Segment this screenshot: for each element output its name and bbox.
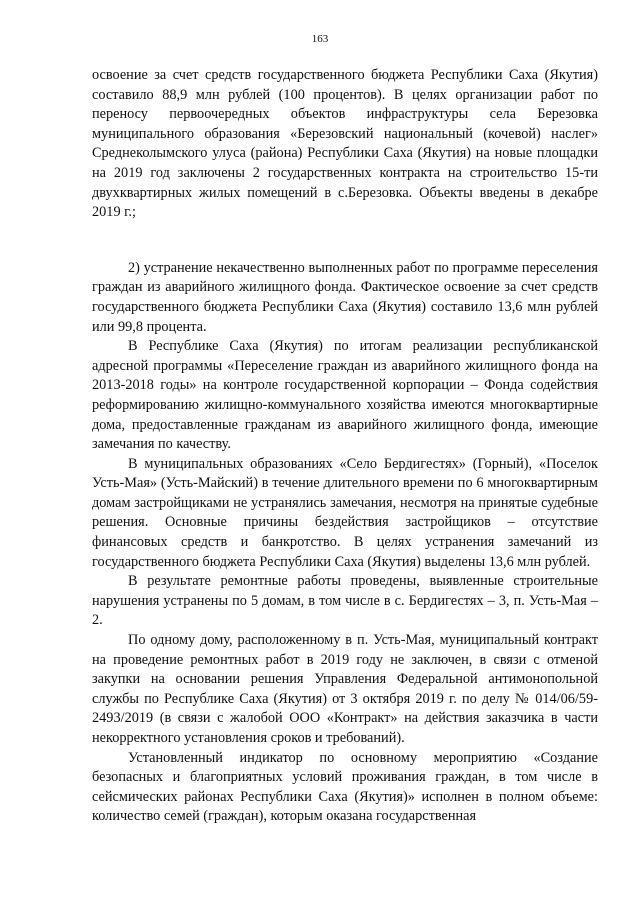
page-number: 163 (311, 33, 329, 45)
paragraph-4: В муниципальных образованиях «Село Бердигестях» (Горный), «Поселок Усть-Мая» (Усть-Майский) в течение длительного времени по 6 многоквартирным домам застройщиками не устранялись замечания, несмотря на принятые судебные решения. Основные причины бездействия застройщиков – отсутствие финансовых средств и банкротство. В целях устранения замечаний из государственного бюджета Республики Саха (Якутия) выделены 13,6 млн рублей. (92, 455, 598, 570)
document-body (92, 66, 598, 827)
paragraph-6: По одному дому, расположенному в п. Усть-Мая, муниципальный контракт на проведение ремонтных работ в 2019 году не заключен, в связи с отменой закупки на основании решения Управления Федеральной антимонопольной службы по Республике Саха (Якутия) от 3 октября 2019 г. по делу № 014/06/59-2493/2019 (в связи с жалобой ООО «Контракт» на действия заказчика в части некорректного установления сроков и требований). (92, 632, 598, 746)
paragraph-3: В Республике Саха (Якутия) по итогам реализации республиканской адресной программы «Переселение граждан из аварийного жилищного фонда на 2013-2018 годы» на контроле государственной корпорации – Фонда содействия реформированию жилищно-коммунального хозяйства имеются многоквартирные дома, предоставленные гражданам из аварийного жилищного фонда, имеющие замечания по качеству. (92, 338, 598, 453)
paragraph-7: Установленный индикатор по основному мероприятию «Создание безопасных и благоприятных условий проживания граждан, в том числе в сейсмических районах Республики Саха (Якутия)» исполнен в полном объеме: количество семей (граждан), которым оказана государственная (92, 749, 598, 825)
paragraph-5: В результате ремонтные работы проведены, выявленные строительные нарушения устранены по 5 домам, в том числе в с. Бердигестях – 3, п. Усть-Мая – 2. (92, 573, 598, 629)
paragraph-2: 2) устранение некачественно выполненных работ по программе переселения граждан из аварийного жилищного фонда. Фактическое освоение за счет средств государственного бюджета Республики Саха (Якутия) составило 13,6 млн рублей или 99,8 процента. (92, 259, 598, 335)
paragraph-1: освоение за счет средств государственного бюджета Республики Саха (Якутия) составило 88,9 млн рублей (100 процентов). В целях организации работ по переносу первоочередных объектов инфраструктуры села Березовка муниципального образования «Березовский национальный (кочевой) наслег» Среднеколымского улуса (района) Республики Саха (Якутия) на новые площадки на 2019 год заключены 2 государственных контракта на строительство 15-ти двухквартирных жилых помещений в с.Березовка. Объекты введены в декабре 2019 г.; (92, 67, 598, 221)
